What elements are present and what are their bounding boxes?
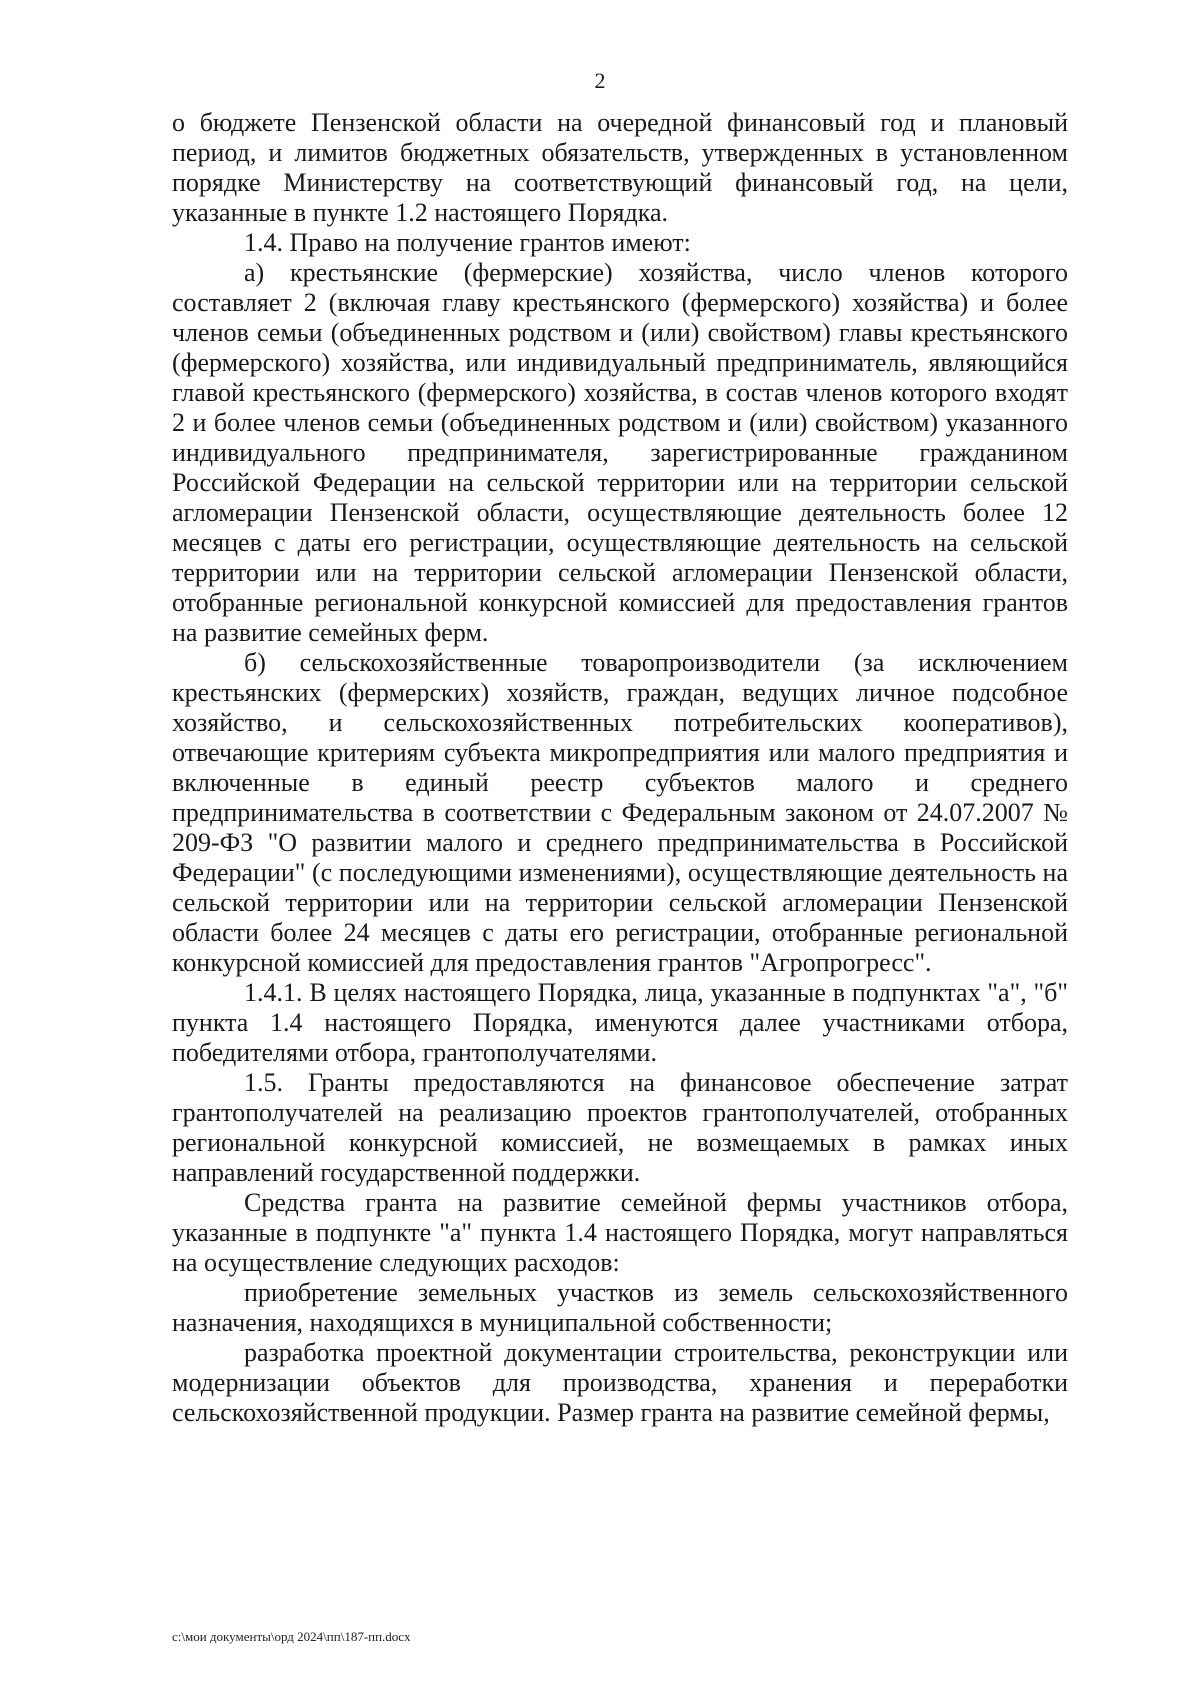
page-number: 2 <box>594 68 606 93</box>
paragraph-grant-funds: Средства гранта на развитие семейной фермы участников отбора, указанные в подпункте "а" пункта 1.4 настоящего Порядка, могут направляться на осуществление следующих расходов: <box>172 1188 1068 1277</box>
paragraph-design-documentation: разработка проектной документации строительства, реконструкции или модернизации объектов для производства, хранения и переработки сельскохозяйственной продукции. Размер гранта на развитие семейной фермы, <box>172 1338 1068 1427</box>
document-body <box>172 108 1068 1428</box>
paragraph-1-4-1: 1.4.1. В целях настоящего Порядка, лица, указанные в подпунктах "а", "б" пункта 1.4 настоящего Порядка, именуются далее участниками отбора, победителями отбора, грантополучателями. <box>172 978 1068 1067</box>
paragraph-1-5: 1.5. Гранты предоставляются на финансовое обеспечение затрат грантополучателей на реализацию проектов грантополучателей, отобранных региональной конкурсной комиссией, не возмещаемых в рамках иных направлений государственной поддержки. <box>172 1068 1068 1187</box>
paragraph-1-4: 1.4. Право на получение грантов имеют: <box>244 228 691 257</box>
paragraph-budget-continuation: о бюджете Пензенской области на очередной финансовый год и плановый период, и лимитов бюджетных обязательств, утвержденных в установленном порядке Министерству на соответствующий финансовый год, на цели, указанные в пункте 1.2 настоящего Порядка. <box>172 108 1068 227</box>
footer-file-path: c:\мои документы\орд 2024\пп\187-пп.docx <box>172 1629 411 1644</box>
paragraph-1-4-b: б) сельскохозяйственные товаропроизводители (за исключением крестьянских (фермерских) хозяйств, граждан, ведущих личное подсобное хозяйство, и сельскохозяйственных потребительских кооперативов), отвечающие критериям субъекта микропредприятия или малого предприятия и включенные в единый реестр субъектов малого и среднего предпринимательства в соответствии с Федеральным законом от 24.07.2007 № 209-ФЗ "О развитии малого и среднего предпринимательства в Российской Федерации" (с последующими изменениями), осуществляющие деятельность на сельской территории или на территории сельской агломерации Пензенской области более 24 месяцев с даты его регистрации, отобранные региональной конкурсной комиссией для предоставления грантов "Агропрогресс". <box>172 648 1068 977</box>
paragraph-1-4-a: а) крестьянские (фермерские) хозяйства, число членов которого составляет 2 (включая главу крестьянского (фермерского) хозяйства) и более членов семьи (объединенных родством и (или) свойством) главы крестьянского (фермерского) хозяйства, или индивидуальный предприниматель, являющийся главой крестьянского (фермерского) хозяйства, в состав членов которого входят 2 и более членов семьи (объединенных родством и (или) свойством) указанного индивидуального предпринимателя, зарегистрированные гражданином Российской Федерации на сельской территории или на территории сельской агломерации Пензенской области, осуществляющие деятельность более 12 месяцев с даты его регистрации, осуществляющие деятельность на сельской территории или на территории сельской агломерации Пензенской области, отобранные региональной конкурсной комиссией для предоставления грантов на развитие семейных ферм. <box>172 258 1068 647</box>
paragraph-land-acquisition: приобретение земельных участков из земель сельскохозяйственного назначения, находящихся в муниципальной собственности; <box>172 1278 1068 1337</box>
